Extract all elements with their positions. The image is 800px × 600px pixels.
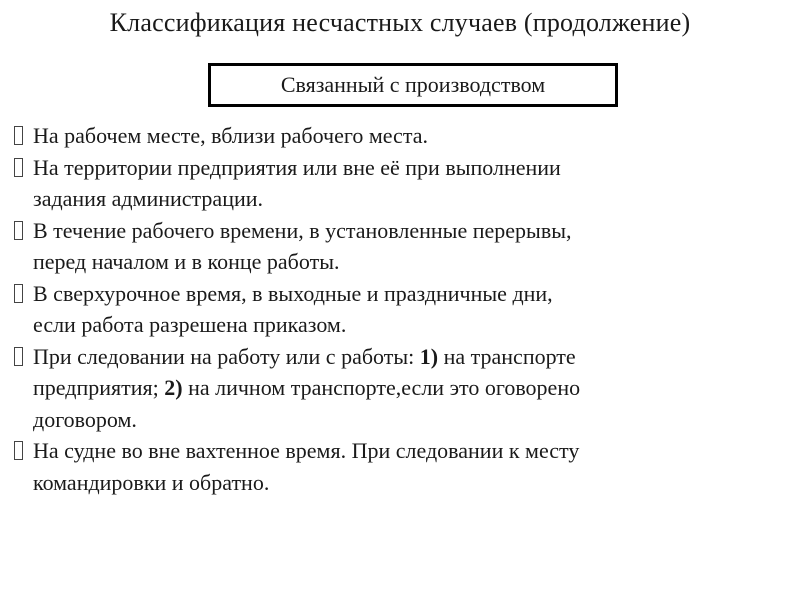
list-item	[14, 435, 784, 498]
line: На территории предприятия или вне её при выполнении	[33, 154, 561, 180]
line	[33, 341, 784, 373]
line: В течение рабочего времени, в установленные перерывы,	[33, 217, 572, 243]
line	[33, 372, 784, 404]
list-item	[14, 341, 784, 436]
square-bullet-icon	[14, 441, 23, 460]
square-bullet-icon	[14, 126, 23, 145]
list-item-text	[33, 152, 784, 215]
list-item	[14, 152, 784, 215]
list-item-text	[33, 120, 784, 152]
square-bullet-icon	[14, 158, 23, 177]
category-box	[208, 63, 618, 107]
square-bullet-icon	[14, 347, 23, 366]
accident-conditions-list	[14, 120, 784, 498]
list-item	[14, 120, 784, 152]
list-item-text	[33, 215, 784, 278]
line: задания администрации.	[33, 186, 264, 211]
line: если работа разрешена приказом.	[33, 312, 347, 337]
line: На рабочем месте, вблизи рабочего места.	[33, 123, 428, 148]
list-item	[14, 215, 784, 278]
line-fragment: на личном транспорте,если это оговорено	[182, 375, 581, 400]
list-item-text	[33, 278, 784, 341]
list-item-text	[33, 435, 784, 498]
enum-number: 2)	[164, 375, 183, 400]
square-bullet-icon	[14, 221, 23, 240]
line: командировки и обратно.	[33, 469, 270, 495]
list-item	[14, 278, 784, 341]
enum-number: 1)	[419, 343, 439, 369]
line-fragment: на транспорте	[438, 343, 576, 369]
line-fragment: При следовании на работу или с работы:	[33, 343, 420, 369]
list-item-text	[33, 341, 784, 436]
slide-title: Классификация несчастных случаев (продолжение)	[109, 8, 691, 37]
line-fragment: предприятия;	[33, 375, 165, 400]
line: В сверхурочное время, в выходные и праздничные дни,	[33, 280, 553, 306]
line: На судне во вне вахтенное время. При следовании к месту	[33, 438, 580, 463]
line: перед началом и в конце работы.	[33, 249, 340, 274]
line: договором.	[33, 406, 137, 432]
square-bullet-icon	[14, 284, 23, 303]
category-label: Связанный с производством	[280, 72, 546, 97]
